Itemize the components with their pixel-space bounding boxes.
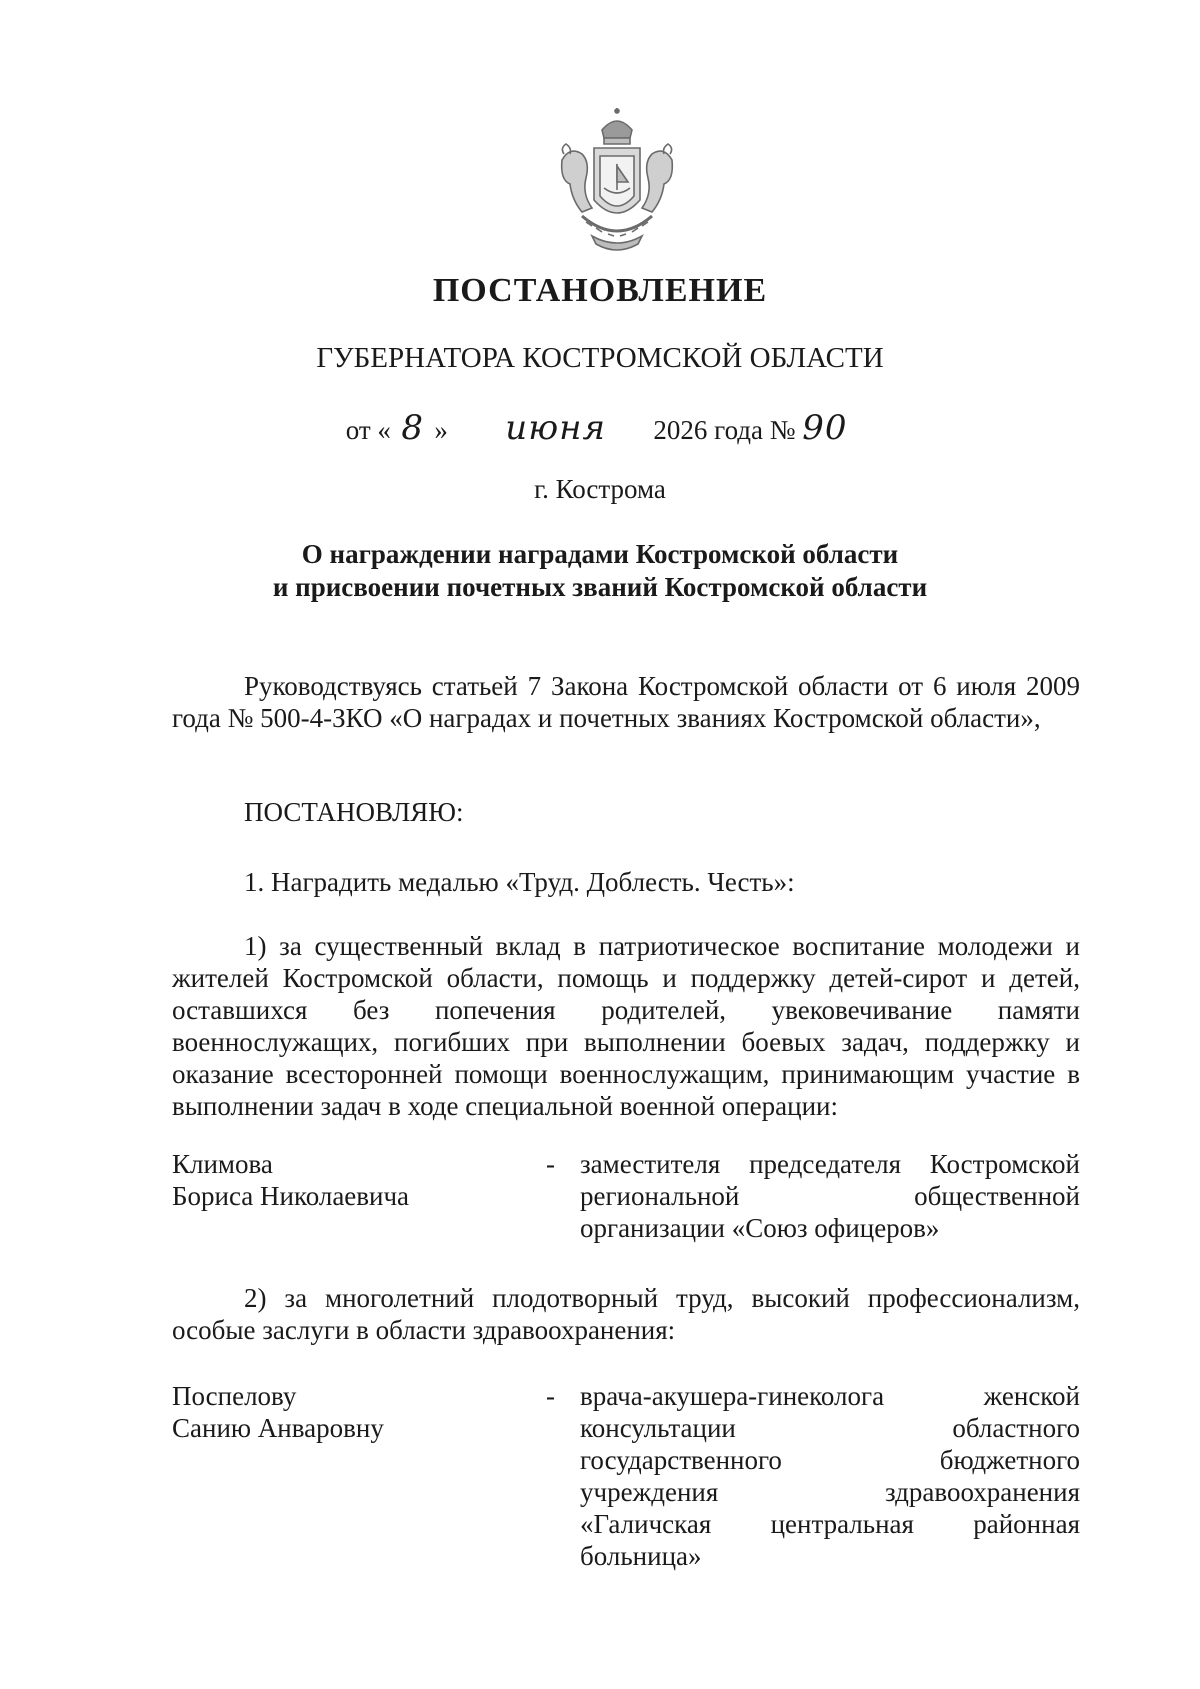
awardee-name	[172, 1148, 532, 1212]
issuer-heading: ГУБЕРНАТОРА КОСТРОМСКОЙ ОБЛАСТИ	[316, 342, 884, 374]
awardee-position	[580, 1380, 1080, 1572]
awardee-given-name: Бориса Николаевича	[172, 1181, 410, 1211]
awardee-surname: Климова	[172, 1149, 273, 1179]
date-month: июня	[505, 408, 607, 448]
position-line: государственного бюджетного	[580, 1445, 1080, 1475]
document-subject	[0, 538, 1200, 604]
position-line: консультации областного	[580, 1413, 1080, 1443]
subitem-1-reason: 1) за существенный вклад в патриотическое воспитание молодежи и жителей Костромской области, помощь и поддержку детей-сирот и детей, оставшихся без попечения родителей, увековечивание памяти военнослужащих, погибших при выполнении боевых задач, поддержку и оказание всесторонней помощи военнослужащим, принимающим участие в выполнении задач в ходе специальной военной операции:	[172, 931, 1080, 1121]
date-year: 2026 года №	[653, 415, 796, 445]
awardee-position	[580, 1148, 1080, 1244]
subitem-2-reason: 2) за многолетний плодотворный труд, высокий профессионализм, особые заслуги в области здравоохранения:	[172, 1283, 1080, 1345]
document-type-heading: ПОСТАНОВЛЕНИЕ	[432, 272, 768, 309]
document-number: 90	[802, 408, 848, 448]
city: г. Кострома	[534, 474, 666, 504]
date-line	[0, 408, 1200, 456]
date-day: 8	[401, 408, 424, 448]
position-line: «Галичская центральная районная	[580, 1509, 1080, 1539]
preamble-paragraph: Руководствуясь статьей 7 Закона Костромской области от 6 июля 2009 года № 500-4-ЗКО «О наградах и почетных званиях Костромской области»,	[172, 671, 1080, 733]
item-1: 1. Наградить медалью «Труд. Доблесть. Честь»:	[244, 867, 795, 897]
awardee-dash: -	[546, 1381, 555, 1411]
subject-line-2: и присвоении почетных званий Костромской области	[272, 572, 928, 602]
awardee-dash: -	[546, 1149, 555, 1179]
position-line: врача-акушера-гинеколога женской	[580, 1381, 1080, 1411]
awardee-given-name: Санию Анваровну	[172, 1413, 384, 1443]
position-line: заместителя председателя Костромской	[580, 1149, 1080, 1179]
date-prefix: от «	[345, 415, 391, 445]
subject-line-1: О награждении наградами Костромской области	[301, 539, 899, 569]
date-day-close: »	[434, 415, 448, 445]
awardee-surname: Поспелову	[172, 1381, 297, 1411]
awardee-name	[172, 1380, 532, 1444]
kostroma-coat-of-arms-icon	[542, 108, 692, 258]
position-line: учреждения здравоохранения	[580, 1477, 1080, 1507]
decree-word: ПОСТАНОВЛЯЮ:	[244, 797, 464, 827]
position-line: региональной общественной	[580, 1181, 1080, 1211]
position-line: больница»	[580, 1541, 702, 1571]
position-line: организации «Союз офицеров»	[580, 1213, 940, 1243]
